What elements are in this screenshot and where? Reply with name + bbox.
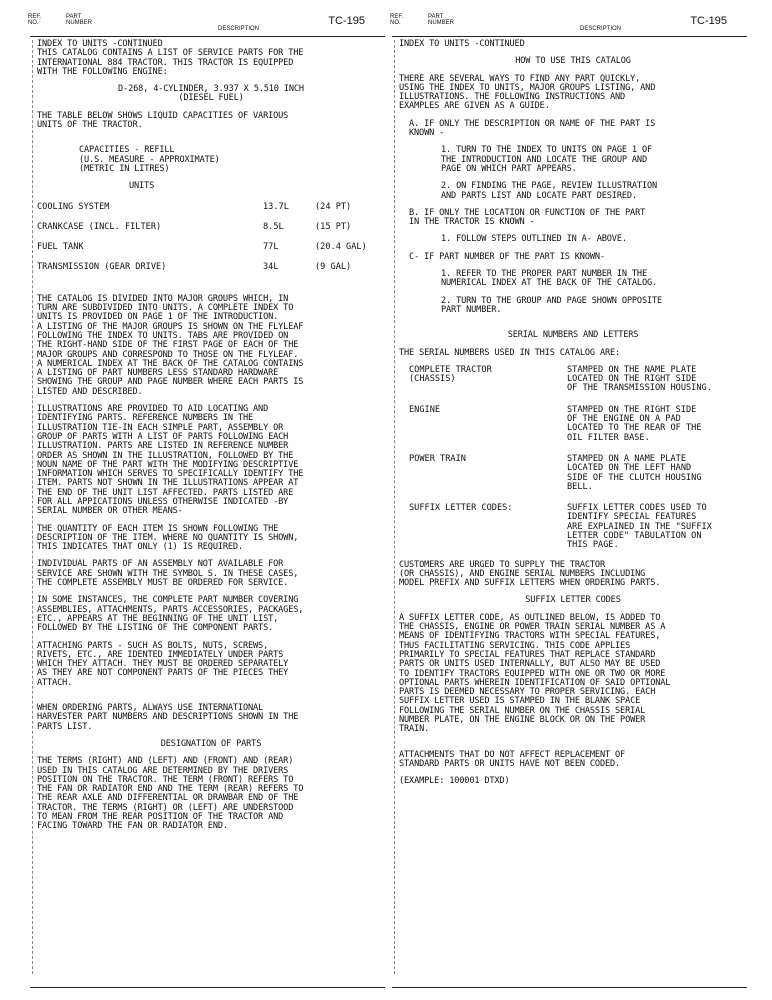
example-note: (EXAMPLE: 100001 DTXD) xyxy=(399,776,510,787)
para-terms: THE TERMS (RIGHT) AND (LEFT) AND (FRONT) AND (REAR) USED IN THIS CATALOG ARE DETERMINED BY THE DRIVERS POSITION ON THE TRACTOR. THE TERM (FRONT) REFERS TO THE FAN OR RADIATOR END AND THE TERM (REAR) REFERS TO THE REAR AXLE AND DIFFERENTIAL OR DRAWBAR END OF THE TRACTOR. THE TERMS (RIGHT) OR (LEFT) ARE UNDERSTOOD TO MEAN FROM THE REAR POSITION OF THE TRACTOR AND FACING TOWARD THE FAN OR RADIATOR END. xyxy=(37,756,304,832)
serial-label: SUFFIX LETTER CODES: xyxy=(409,503,513,514)
column-header xyxy=(392,14,747,37)
step-a2: 2. ON FINDING THE PAGE, REVIEW ILLUSTRATION AND PARTS LIST AND LOCATE PART DESIRED. xyxy=(441,181,658,201)
part-number-label: PART NUMBER xyxy=(428,14,455,26)
para-groups: THE CATALOG IS DIVIDED INTO MAJOR GROUPS WHICH, IN TURN ARE SUBDIVIDED INTO UNITS. A COMPLETE INDEX TO UNITS IS PROVIDED ON PAGE 1 OF THE INTRODUCTION. A LISTING OF THE MAJOR GROUPS IS SHOWN ON THE FLYLEAF FOLLOWING THE INDEX TO UNITS. TABS ARE PROVIDED ON THE RIGHT-HAND SIDE OF THE FIRST PAGE OF EACH OF THE MAJOR GROUPS AND CORRESPOND TO THOSE ON THE FLYLEAF. A NUMERICAL INDEX AT THE BACK OF THE CATALOG CONTAINS A LISTING OF PART NUMBERS LESS STANDARD HARDWARE SHOWING THE GROUP AND PAGE NUMBER WHERE EACH PARTS IS LISTED AND DESCRIBED. xyxy=(37,293,304,397)
table-row xyxy=(37,198,385,218)
para-individual: INDIVIDUAL PARTS OF AN ASSEMBLY NOT AVAILABLE FOR SERVICE ARE SHOWN WITH THE SYMBOL S. IN THESE CASES, THE COMPLETE ASSEMBLY MUST BE ORDERED FOR SERVICE. xyxy=(37,559,299,589)
units-label: UNITS xyxy=(129,181,155,192)
step-a-heading: A. IF ONLY THE DESCRIPTION OR NAME OF THE PART IS KNOWN - xyxy=(409,118,656,139)
designation-title: DESIGNATION OF PARTS xyxy=(160,738,262,749)
description-label: DESCRIPTION xyxy=(580,26,622,32)
step-a1: 1. TURN TO THE INDEX TO UNITS ON PAGE 1 OF THE INTRODUCTION AND LOCATE THE GROUP AND PAGE ON WHICH PART APPEARS. xyxy=(441,145,653,174)
capacity-unit: COOLING SYSTEM xyxy=(37,201,110,212)
capacity-metric: 77L xyxy=(263,242,279,253)
serial-desc: SUFFIX LETTER CODES USED TO IDENTIFY SPECIAL FEATURES ARE EXPLAINED IN THE "SUFFIX LETTER CODE" TABULATION ON THIS PAGE. xyxy=(567,503,712,551)
serial-table xyxy=(399,366,747,561)
para-illustrations: ILLUSTRATIONS ARE PROVIDED TO AID LOCATING AND IDENTIFYING PARTS. REFERENCE NUMBERS IN THE ILLUSTRATION TIE-IN EACH SIMPLE PART, ASSEMBLY OR GROUP OF PARTS WITH A LIST OF PARTS FOLLOWING EACH ILLUSTRATION. PARTS ARE LISTED IN REFERENCE NUMBER ORDER AS SHOWN IN THE ILLUSTRATION, FOLLOWED BY THE NOUN NAME OF THE PART WITH THE MODIFYING DESCRIPTIVE INFORMATION WHICH SERVES TO SPECIFICALLY IDENTIFY THE ITEM. PARTS NOT SHOWN IN THE ILLUSTRATIONS APPEAR AT THE END OF THE UNIT LIST AFFECTED. PARTS LISTED ARE FOR ALL APPICATIONS UNLESS OTHERWISE INDICATED -BY SERIAL NUMBER OR OTHER MEANS- xyxy=(37,404,304,517)
para-quantity: THE QUANTITY OF EACH ITEM IS SHOWN FOLLOWING THE DESCRIPTION OF THE ITEM. WHERE NO QUANTITY IS SHOWN, THIS INDICATES THAT ONLY (1) IS REQUIRED. xyxy=(37,523,299,553)
right-title: INDEX TO UNITS -CONTINUED xyxy=(399,39,525,49)
para-attaching: ATTACHING PARTS - SUCH AS BOLTS, NUTS, SCREWS, RIVETS, ETC., ARE IDENTED IMMEDIATELY UNDER PARTS WHICH THEY ATTACH. THEY MUST BE ORDERED SEPARATELY AS THEY ARE NOT COMPONENT PARTS OF THE PIECES THEY ATTACH. xyxy=(37,640,289,688)
table-row xyxy=(37,258,385,278)
serial-desc: STAMPED ON A NAME PLATE LOCATED ON THE LEFT HAND SIDE OF THE CLUTCH HOUSING BELL. xyxy=(567,453,702,492)
para-ordering: WHEN ORDERING PARTS, ALWAYS USE INTERNATIONAL HARVESTER PART NUMBERS AND DESCRIPTIONS SHOWN IN THE PARTS LIST. xyxy=(37,703,299,732)
ref-no-label: REF. NO. xyxy=(390,14,404,26)
intro-title: INDEX TO UNITS -CONTINUED xyxy=(37,39,163,49)
catalog-code: TC-195 xyxy=(690,15,727,27)
right-body xyxy=(394,40,747,974)
customers-note: CUSTOMERS ARE URGED TO SUPPLY THE TRACTOR (OR CHASSIS), AND ENGINE SERIAL NUMBERS INCLUDING MODEL PREFIX AND SUFFIX LETTERS WHEN ORDERING PARTS. xyxy=(399,559,661,589)
step-c1: 1. REFER TO THE PROPER PART NUMBER IN THE NUMERICAL INDEX AT THE BACK OF THE CATALOG. xyxy=(441,269,658,289)
column-footer-rule xyxy=(392,987,747,988)
step-c-heading: C- IF PART NUMBER OF THE PART IS KNOWN- xyxy=(409,251,605,262)
capacity-us: (9 GAL) xyxy=(315,262,352,273)
capacity-unit: FUEL TANK xyxy=(37,242,84,253)
serial-label: COMPLETE TRACTOR (CHASSIS) xyxy=(409,364,492,385)
para-instances: IN SOME INSTANCES, THE COMPLETE PART NUMBER COVERING ASSEMBLIES, ATTACHMENTS, PARTS ACCESSORIES, PACKAGES, ETC., APPEARS AT THE BEGINNING OF THE UNIT LIST, FOLLOWED BY THE LISTING OF THE COMPONENT PARTS. xyxy=(37,595,304,634)
part-number-label: PART NUMBER xyxy=(66,14,93,26)
attachments-note: ATTACHMENTS THAT DO NOT AFFECT REPLACEMENT OF STANDARD PARTS OR UNITS HAVE NOT BEEN CODED. xyxy=(399,749,626,769)
serial-desc: STAMPED ON THE NAME PLATE LOCATED ON THE RIGHT SIDE OF THE TRANSMISSION HOUSING. xyxy=(567,364,712,394)
serial-label: POWER TRAIN xyxy=(409,453,466,464)
how-intro: THERE ARE SEVERAL WAYS TO FIND ANY PART QUICKLY, USING THE INDEX TO UNITS, MAJOR GROUPS LISTING, AND ILLUSTRATIONS. THE FOLLOWING INSTRUCTIONS AND EXAMPLES ARE GIVEN AS A GUIDE. xyxy=(399,73,656,112)
catalog-code: TC-195 xyxy=(328,15,365,27)
table-intro: THE TABLE BELOW SHOWS LIQUID CAPACITIES OF VARIOUS UNITS OF THE TRACTOR. xyxy=(37,110,289,131)
serial-label: ENGINE xyxy=(409,404,441,415)
table-row xyxy=(37,218,385,238)
capacity-us: (15 PT) xyxy=(315,221,352,232)
column-footer-rule xyxy=(30,987,385,988)
capacity-unit: CRANKCASE (INCL. FILTER) xyxy=(37,221,162,232)
capacity-unit: TRANSMISSION (GEAR DRIVE) xyxy=(37,262,167,273)
suffix-text: A SUFFIX LETTER CODE, AS OUTLINED BELOW, IS ADDED TO THE CHASSIS, ENGINE OR POWER TRAIN SERIAL NUMBER AS A MEANS OF IDENTIFYING TRACTORS WITH SPECIAL FEATURES, THUS FACILITATING SERVICING. THIS CODE APPLIES PRIMARILY TO SPECIAL FEATURES THAT REPLACE STANDARD PARTS OR UNITS USED INTERNALLY, BUT ALSO MAY BE USED TO IDENTIFY TRACTORS EQUIPPED WITH ONE OR TWO OR MORE OPTIONAL PARTS WHEREIN IDENTIFICATION OF SAID OPTIONAL PARTS IS DEEMED NECESSARY TO PROPER SERVICING. EACH SUFFIX LETTER USED IS STAMPED IN THE BLANK SPACE FOLLOWING THE SERIAL NUMBER ON THE CHASSIS SERIAL NUMBER PLATE, ON THE ENGINE BLOCK OR ON THE POWER TRAIN. xyxy=(399,612,671,735)
left-body xyxy=(32,40,385,974)
capacity-us: (20.4 GAL) xyxy=(315,242,367,253)
capacities-heading: CAPACITIES - REFILL (U.S. MEASURE - APPROXIMATE) (METRIC IN LITRES) xyxy=(79,145,220,174)
table-row xyxy=(399,406,747,455)
capacity-metric: 8.5L xyxy=(263,221,284,232)
table-row xyxy=(37,238,385,258)
step-b1: 1. FOLLOW STEPS OUTLINED IN A- ABOVE. xyxy=(441,234,627,245)
engine-spec: D-268, 4-CYLINDER, 3.937 X 5.510 INCH (DIESEL FUEL) xyxy=(118,84,304,104)
capacity-metric: 13.7L xyxy=(263,201,289,212)
description-label: DESCRIPTION xyxy=(218,26,260,32)
table-row xyxy=(399,455,747,504)
capacity-metric: 34L xyxy=(263,262,279,273)
suffix-title: SUFFIX LETTER CODES xyxy=(525,595,621,606)
step-c2: 2. TURN TO THE GROUP AND PAGE SHOWN OPPOSITE PART NUMBER. xyxy=(441,295,663,315)
column-header xyxy=(30,14,385,37)
serial-title: SERIAL NUMBERS AND LETTERS xyxy=(507,330,639,341)
left-column xyxy=(30,14,385,988)
capacities-table xyxy=(37,198,385,279)
intro-text: THIS CATALOG CONTAINS A LIST OF SERVICE PARTS FOR THE INTERNATIONAL 884 TRACTOR. THIS TRACTOR IS EQUIPPED WITH THE FOLLOWING ENGINE: xyxy=(37,48,304,77)
step-b-heading: B. IF ONLY THE LOCATION OR FUNCTION OF THE PART IN THE TRACTOR IS KNOWN - xyxy=(409,207,646,228)
table-row xyxy=(399,366,747,406)
ref-no-label: REF. NO. xyxy=(28,14,42,26)
table-row xyxy=(399,504,747,560)
serial-desc: STAMPED ON THE RIGHT SIDE OF THE ENGINE ON A PAD LOCATED TO THE REAR OF THE OIL FILTER BASE. xyxy=(567,404,702,443)
serial-intro: THE SERIAL NUMBERS USED IN THIS CATALOG ARE: xyxy=(399,347,621,358)
right-column xyxy=(392,14,747,988)
how-title: HOW TO USE THIS CATALOG xyxy=(515,56,631,67)
capacity-us: (24 PT) xyxy=(315,201,352,212)
